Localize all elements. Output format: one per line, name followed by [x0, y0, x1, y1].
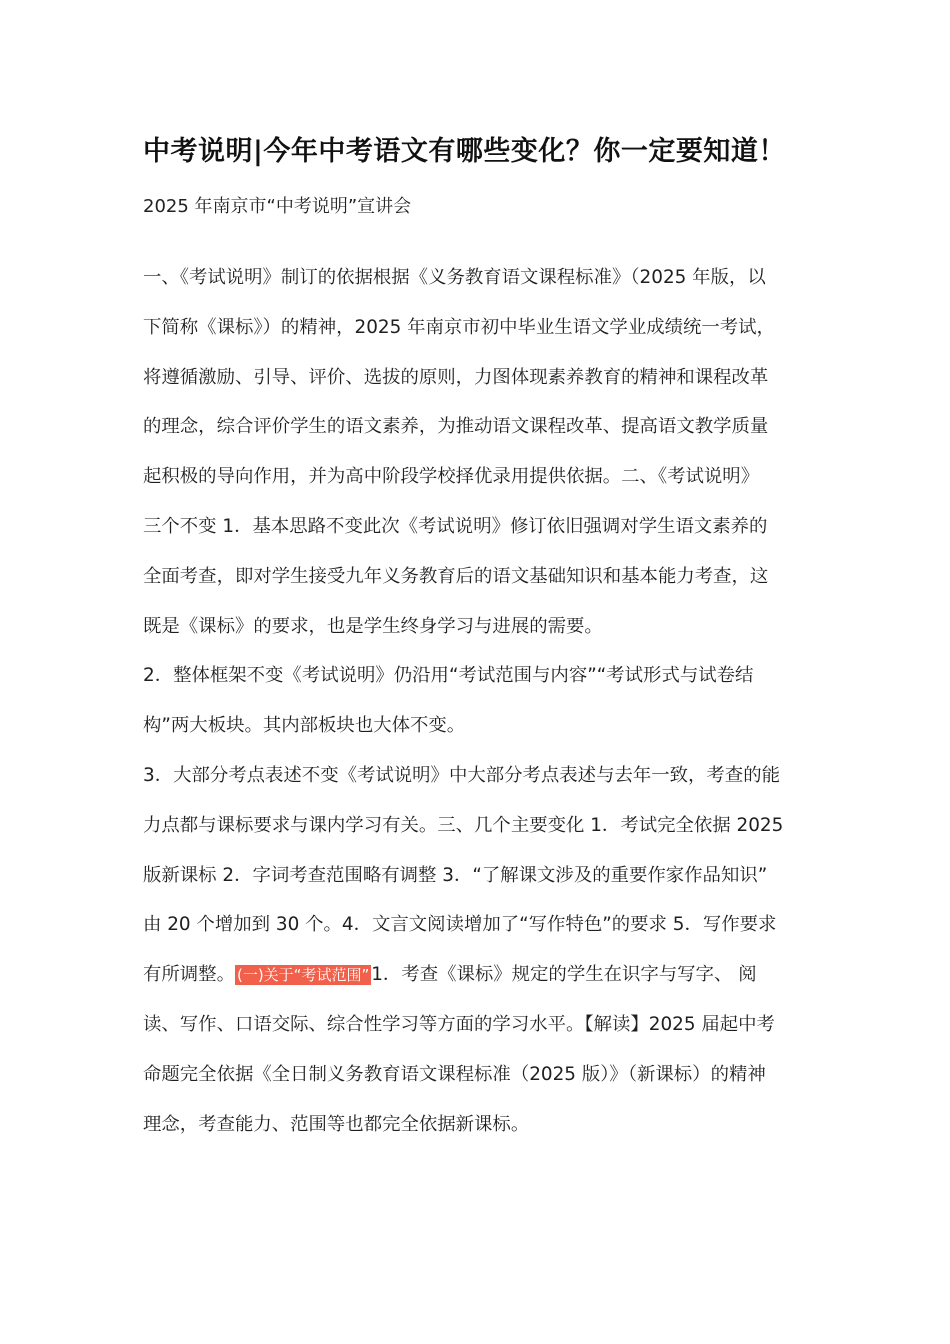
body-line: 全面考查，即对学生接受九年义务教育后的语文基础知识和基本能力考查，这	[143, 565, 769, 587]
document-subtitle: 2025 年南京市“中考说明”宣讲会	[143, 196, 412, 217]
body-line: 既是《课标》的要求，也是学生终身学习与进展的需要。	[143, 615, 603, 637]
body-line: 读、写作、口语交际、综合性学习等方面的学习水平。【解读】2025 届起中考	[143, 1013, 775, 1035]
body-line: 力点都与课标要求与课内学习有关。三、几个主要变化 1．考试完全依据 2025	[143, 814, 784, 836]
body-line: 下简称《课标》）的精神，2025 年南京市初中毕业生语文学业成绩统一考试，	[143, 316, 775, 338]
body-line: 命题完全依据《全日制义务教育语文课程标准（2025 版）》（新课标）的精神	[143, 1063, 766, 1085]
body-line: 由 20 个增加到 30 个。4．文言文阅读增加了“写作特色”的要求 5．写作要求	[143, 914, 777, 936]
body-text-segment: 1．考查《课标》规定的学生在识字与写字、 阅	[371, 964, 757, 986]
document-body	[143, 253, 808, 1149]
body-text-segment: 有所调整。	[143, 964, 235, 986]
body-line: 构”两大板块。其内部板块也大体不变。	[143, 715, 466, 737]
body-line: 3．大部分考点表述不变《考试说明》中大部分考点表述与去年一致，考查的能	[143, 764, 780, 786]
body-line: 版新课标 2．字词考查范围略有调整 3．“了解课文涉及的重要作家作品知识”	[143, 864, 768, 886]
body-line: 一、《考试说明》制订的依据根据《义务教育语文课程标准》（2025 年版，以	[143, 267, 766, 288]
body-line: 起积极的导向作用，并为高中阶段学校择优录用提供依据。二、《考试说明》	[143, 466, 760, 488]
highlighted-heading: (一)关于“考试范围”	[236, 966, 370, 985]
body-line: 2．整体框架不变《考试说明》仍沿用“考试范围与内容”“考试形式与试卷结	[143, 665, 754, 687]
body-line: 理念，考查能力、范围等也都完全依据新课标。	[143, 1113, 530, 1135]
document-title: 中考说明|今年中考语文有哪些变化？你一定要知道！	[143, 136, 786, 167]
body-line: 三个不变 1．基本思路不变此次《考试说明》修订依旧强调对学生语文素养的	[143, 515, 768, 537]
body-line-with-highlight	[143, 950, 808, 1000]
body-line: 将遵循激励、引导、评价、选拔的原则，力图体现素养教育的精神和课程改革	[143, 366, 769, 388]
body-line: 的理念，综合评价学生的语文素养，为推动语文课程改革、提高语文教学质量	[143, 416, 769, 438]
